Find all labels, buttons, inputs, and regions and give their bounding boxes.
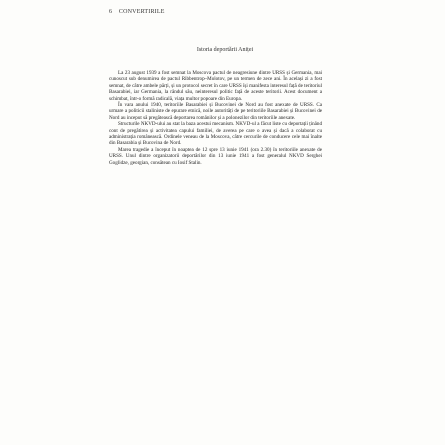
paragraph: Structurile NKVD-ului au stat la baza acestui mecanism. NKVD-ul a făcut liste cu deportații ținând cont de pregătirea și activitatea capului familiei, de averea pe care o avea și dacă a colaborat cu administrația românească. Ordinele veneau de la Moscova, către cercurile de conducere cele mai înalte din Basarabia și Bucovina de Nord.: [109, 121, 322, 147]
body-text: [109, 70, 322, 166]
paragraph: În vara anului 1940, teritoriile Basarabiei și Bucovinei de Nord au fost anexate de URSS. Ca urmare a politicii staliniste de epurare etnică, noile autorități de pe teritoriile Basarabiei și Bucovinei de Nord au inceput să pregătească deportarea românilor și a polonezilor din teritoriile anexate.: [109, 102, 322, 121]
paragraph: Marea tragedie a început în noaptea de 12 spre 13 iunie 1941 (ora 2.30) în teritoriile anexate de URSS. Unul dintre organizatorii deportărilor din 13 iunie 1941 a fost generalul NKVD Serghei Goglidze, georgian, consătean cu Iosif Stalin.: [109, 146, 322, 166]
paragraph: La 23 august 1939 a fost semnat la Moscova pactul de neagresiune dintre URSS și Germania, mai cunoscut sub denumirea de pactul Ribbentrop–Molotov, pe un termen de zece ani. În același zi a fost semnat, de către ambele părți, și un protocol secret în care URSS își manifesta interesul față de teritoriul Basarabiei, iar Germania, la rândul său, neinteresul politic față de aceste teritorii. Acest document a schimbat, într-o formă radicală, viața multor popoare din Europa.: [109, 70, 322, 102]
section-title: Istoria deportării Aniței: [196, 47, 254, 53]
book-title: CONVERTIRILE: [118, 9, 165, 15]
page-number: 6: [109, 9, 113, 15]
running-head: [109, 9, 165, 15]
